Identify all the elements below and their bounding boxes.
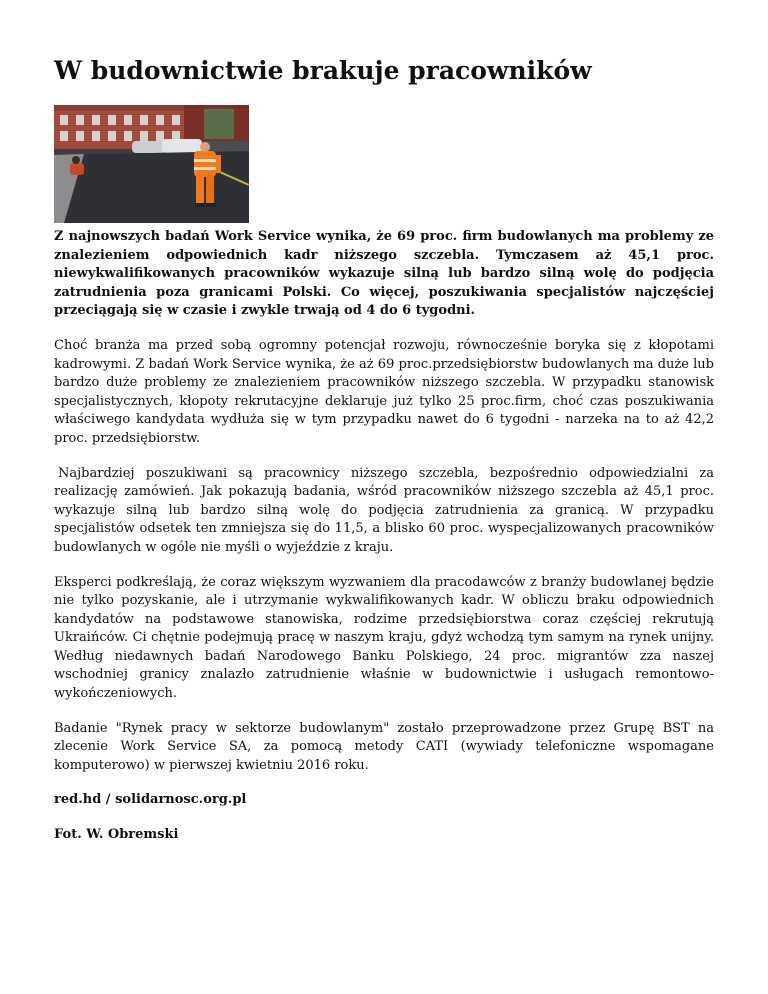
article-photo: [54, 105, 249, 223]
photo-credit: Fot. W. Obremski: [54, 827, 179, 843]
article-body: [54, 228, 714, 861]
article-lead: Z najnowszych badań Work Service wynika, że 69 proc. firm budowlanych ma problemy ze znalezieniem odpowiednich kadr niższego szczebla. Tymczasem aż 45,1 proc. niewykwalifikowanych pracowników wykazuje silną lub bardzo silną wolę do podjęcia zatrudnienia poza granicami Polski. Co więcej, poszukiwania specjalistów najczęściej przeciągają się w czasie i zwykle trwają od 4 do 6 tygodni.: [54, 229, 714, 319]
article-title: W budownictwie brakuje pracowników: [54, 56, 592, 85]
article-paragraph: Eksperci podkreślają, że coraz większym wyzwaniem dla pracodawców z branży budowlanej będzie nie tylko pozyskanie, ale i utrzymanie wykwalifikowanych kadr. W obliczu braku odpowiednich kandydatów na podstawowe stanowiska, rodzime przedsiębiorstwa coraz częściej rekrutują Ukraińców. Ci chętnie podejmują pracę w naszym kraju, gdyż wchodzą tym samym na rynek unijny. Według niedawnych badań Narodowego Banku Polskiego, 24 proc. migrantów zza naszej wschodniej granicy znalazło zatrudnienie właśnie w budownictwie i usługach remontowo-wykończeniowych.: [54, 574, 714, 702]
street-worker-illustration: [54, 105, 249, 223]
article-paragraph: Choć branża ma przed sobą ogromny potencjał rozwoju, równocześnie boryka się z kłopotami kadrowymi. Z badań Work Service wynika, że aż 69 proc.przedsiębiorstw budowlanych ma duże lub bardzo duże problemy ze znalezieniem pracowników niższego szczebla. W przypadku stanowisk specjalistycznych, kłopoty rekrutacyjne deklaruje już tylko 25 proc.firm, choć czas poszukiwania właściwego kandydata wydłuża się w tym przypadku nawet do 6 tygodni - narzeka na to aż 42,2 proc. przedsiębiorstw.: [54, 337, 714, 446]
article-paragraph: Najbardziej poszukiwani są pracownicy niższego szczebla, bezpośrednio odpowiedzialni za realizację zamówień. Jak pokazują badania, wśród pracowników niższego szczebla aż 45,1 proc. wykazuje silną lub bardzo silną wolę do podjęcia zatrudnienia za granicą. W przypadku specjalistów odsetek ten zmniejsza się do 11,5, a blisko 60 proc. wyspecjalizowanych pracowników budowlanych w ogóle nie myśli o wyjeździe z kraju.: [54, 465, 714, 555]
article-paragraph: Badanie "Rynek pracy w sektorze budowlanym" zostało przeprowadzone przez Grupę BST na zlecenie Work Service SA, za pomocą metody CATI (wywiady telefoniczne wspomagane komputerowo) w pierwszej kwietniu 2016 roku.: [54, 720, 714, 773]
article-source: red.hd / solidarnosc.org.pl: [54, 792, 247, 808]
